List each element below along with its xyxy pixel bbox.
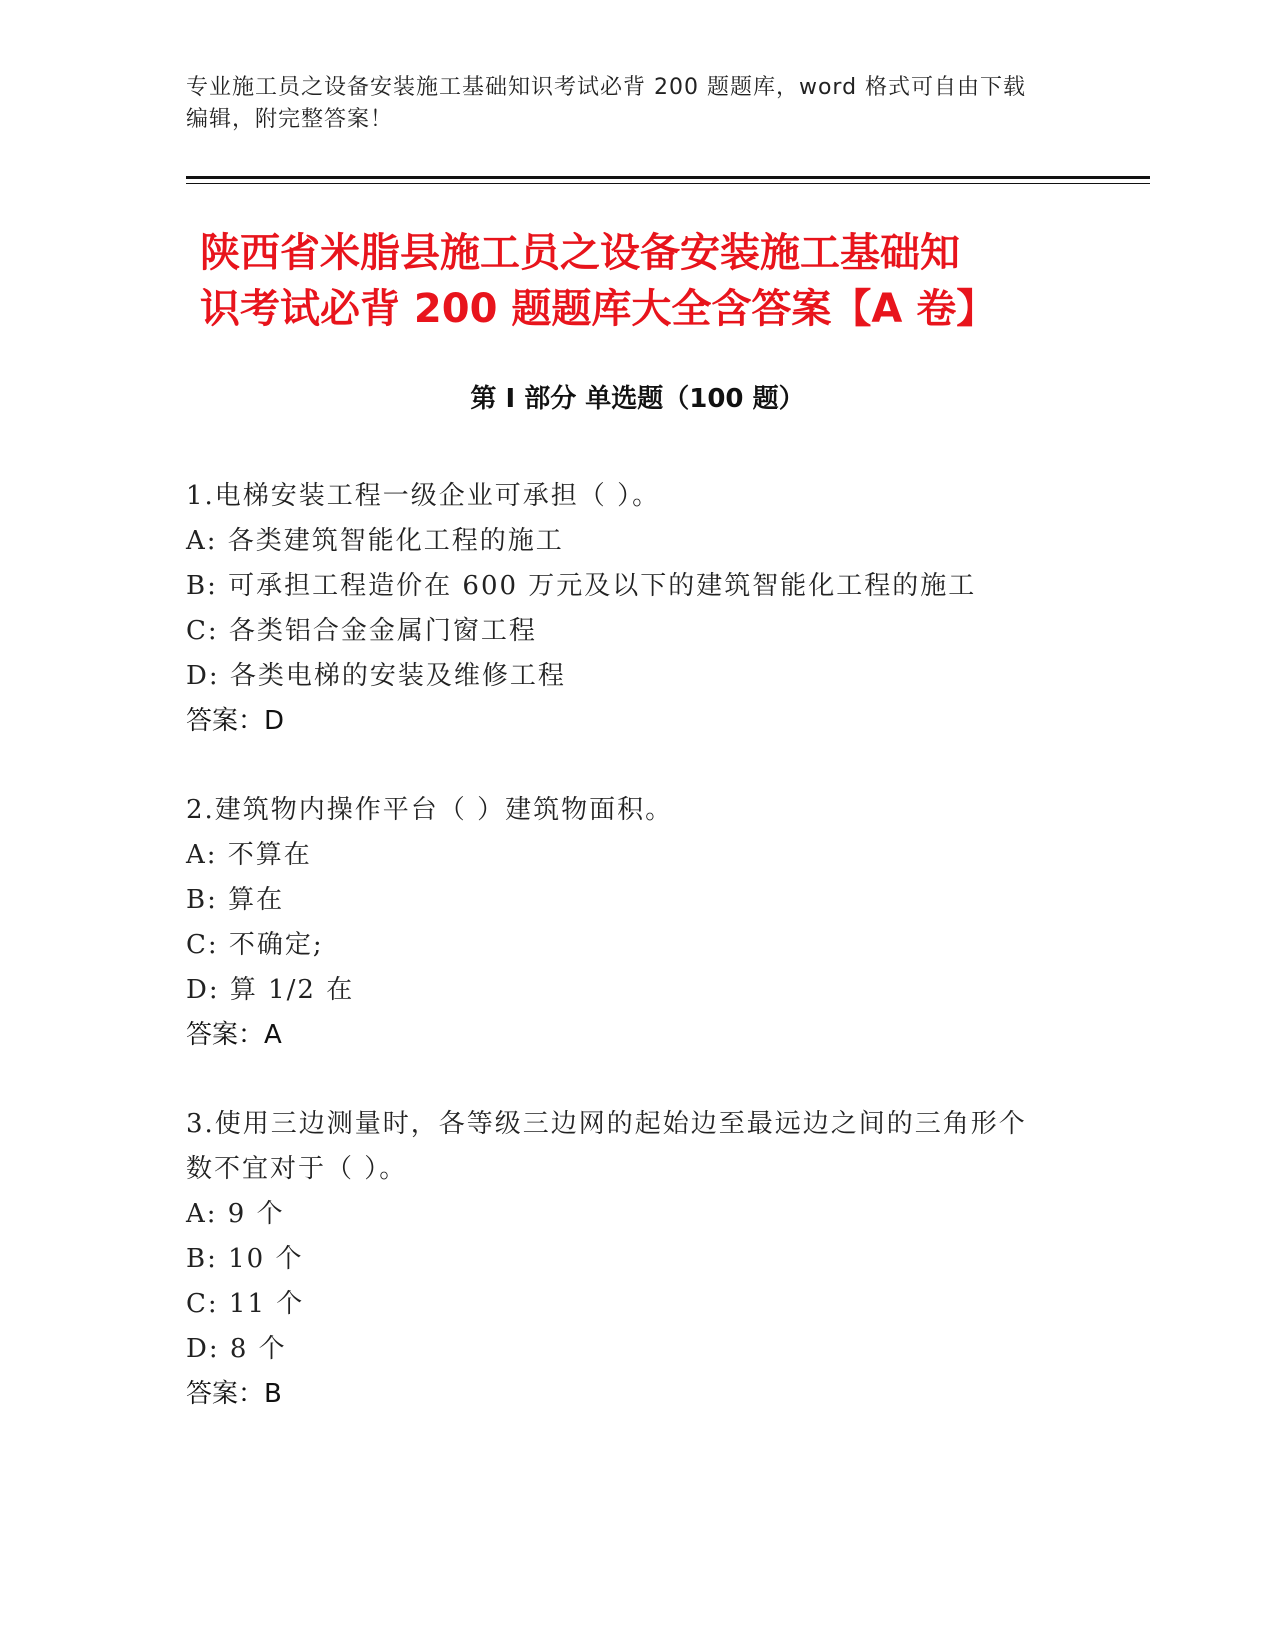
document-title	[200, 225, 1100, 337]
option-a: A: 各类建筑智能化工程的施工	[186, 526, 564, 556]
header-note	[186, 72, 1106, 136]
header-note-line-2: 编辑，附完整答案！	[186, 107, 394, 132]
question-stem-line-2: 数不宜对于（ ）。	[186, 1154, 408, 1184]
question-stem: 1.电梯安装工程一级企业可承担（ ）。	[186, 481, 661, 511]
option-c: C: 各类铝合金金属门窗工程	[186, 616, 537, 646]
option-a: A: 9 个	[186, 1199, 285, 1229]
option-b: B: 算在	[186, 885, 285, 915]
document-title-line-1: 陕西省米脂县施工员之设备安装施工基础知	[200, 230, 960, 276]
question-stem-line-1: 3.使用三边测量时，各等级三边网的起始边至最远边之间的三角形个	[186, 1109, 1027, 1139]
option-d: D: 8 个	[186, 1334, 287, 1364]
option-d: D: 各类电梯的安装及维修工程	[186, 661, 566, 691]
question-2	[186, 788, 1106, 1058]
header-divider-thick	[186, 176, 1150, 179]
question-3	[186, 1102, 1106, 1417]
option-b: B: 10 个	[186, 1244, 304, 1274]
question-list	[186, 474, 1106, 1461]
option-a: A: 不算在	[186, 840, 312, 870]
option-b: B: 可承担工程造价在 600 万元及以下的建筑智能化工程的施工	[186, 571, 977, 601]
header-note-line-1: 专业施工员之设备安装施工基础知识考试必背 200 题题库，word 格式可自由下载	[186, 75, 1027, 100]
header-divider-thin	[186, 183, 1150, 184]
section-heading: 第 I 部分 单选题（100 题）	[470, 384, 805, 414]
document-title-line-2: 识考试必背 200 题题库大全含答案【A 卷】	[200, 286, 997, 332]
answer: 答案：B	[186, 1379, 282, 1409]
answer: 答案：A	[186, 1020, 282, 1050]
question-stem: 2.建筑物内操作平台（ ）建筑物面积。	[186, 795, 674, 825]
question-1	[186, 474, 1106, 744]
answer: 答案：D	[186, 706, 285, 736]
option-c: C: 11 个	[186, 1289, 305, 1319]
option-d: D: 算 1/2 在	[186, 975, 355, 1005]
option-c: C: 不确定;	[186, 930, 324, 960]
